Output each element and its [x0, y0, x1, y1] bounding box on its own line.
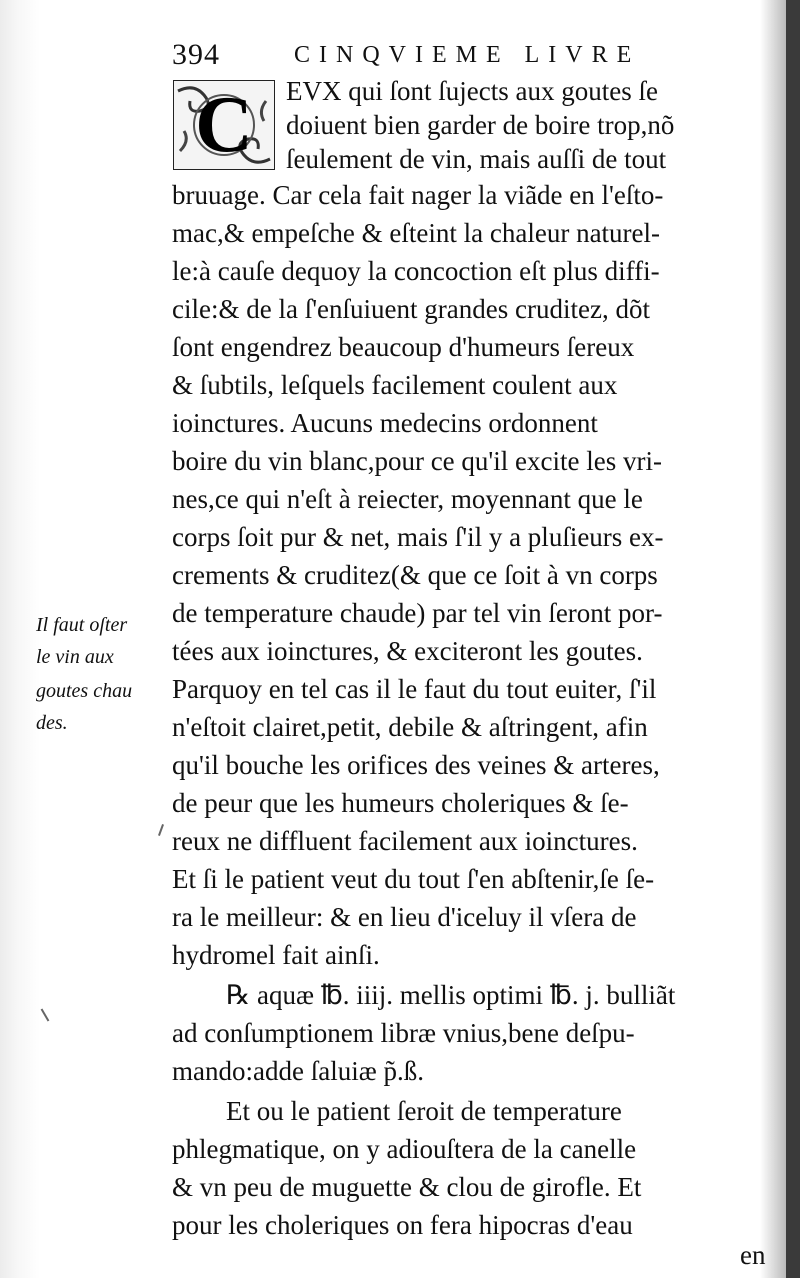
text-line: & ſubtils, leſquels facilement coulent aux	[172, 370, 618, 400]
text-line: hydromel fait ainſi.	[172, 940, 380, 970]
initial-letter: C	[195, 81, 253, 169]
page-edge-shadow	[786, 0, 800, 1278]
text-line: reux ne diffluent facilement aux ioinctures.	[172, 826, 638, 856]
text-line: mac,& empeſche & eſteint la chaleur naturel-	[172, 218, 661, 248]
page-number: 394	[172, 38, 220, 71]
text-line: ra le meilleur: & en lieu d'iceluy il vſera de	[172, 902, 637, 932]
text-line: boire du vin blanc,pour ce qu'il excite les vri-	[172, 446, 662, 476]
margin-note-line: le vin aux	[36, 646, 114, 668]
text-line: crements & cruditez(& que ce ſoit à vn corps	[172, 560, 658, 590]
page-header	[172, 38, 732, 78]
text-line: EVX qui ſont ſujects aux goutes ſe	[286, 76, 658, 106]
paper-mark	[41, 1008, 50, 1021]
text-line: & vn peu de muguette & clou de girofle. Et	[172, 1172, 642, 1202]
text-line: ℞ aquæ ℔. iiij. mellis optimi ℔. j. bulliãt	[226, 980, 676, 1010]
text-line: n'eſtoit clairet,petit, debile & aſtringent, afin	[172, 712, 648, 742]
text-line: de peur que les humeurs choleriques & ſe-	[172, 788, 629, 818]
margin-note-line: des.	[36, 712, 68, 734]
text-line: qu'il bouche les orifices des veines & arteres,	[172, 750, 660, 780]
text-line: corps ſoit pur & net, mais ſ'il y a pluſieurs ex-	[172, 522, 664, 552]
text-line: Et ſi le patient veut du tout ſ'en abſtenir,ſe ſe-	[172, 864, 655, 894]
text-line: mando:adde ſaluiæ p̃.ß.	[172, 1056, 424, 1086]
running-head: CINQVIEME LIVRE	[294, 42, 641, 68]
text-line: Et ou le patient ſeroit de temperature	[226, 1096, 622, 1126]
text-line: tées aux ioinctures, & exciteront les goutes.	[172, 636, 643, 666]
margin-note-line: Il faut oſter	[36, 614, 128, 636]
text-line: ſont engendrez beaucoup d'humeurs ſereux	[172, 332, 635, 362]
text-line: ad conſumptionem libræ vnius,bene deſpu-	[172, 1018, 635, 1048]
text-line: cile:& de la ſ'enſuiuent grandes cruditez, dõt	[172, 294, 650, 324]
text-line: nes,ce qui n'eſt à reiecter, moyennant que le	[172, 484, 643, 514]
catchword: en	[740, 1240, 766, 1270]
text-line: Parquoy en tel cas il le faut du tout euiter, ſ'il	[172, 674, 657, 704]
decorated-initial	[173, 80, 275, 170]
text-line: pour les choleriques on fera hipocras d'eau	[172, 1210, 633, 1240]
margin-note-line: goutes chau	[36, 680, 133, 702]
paper-mark	[158, 824, 164, 836]
text-line: doiuent bien garder de boire trop,nõ	[286, 110, 675, 140]
text-line: de temperature chaude) par tel vin ſeront por-	[172, 598, 663, 628]
text-line: ioinctures. Aucuns medecins ordonnent	[172, 408, 598, 438]
text-line: ſeulement de vin, mais auſſi de tout	[286, 144, 667, 174]
text-line: le:à cauſe dequoy la concoction eſt plus diffi-	[172, 256, 660, 286]
text-line: bruuage. Car cela fait nager la viãde en l'eſto-	[172, 180, 664, 210]
text-line: phlegmatique, on y adiouſtera de la canelle	[172, 1134, 637, 1164]
